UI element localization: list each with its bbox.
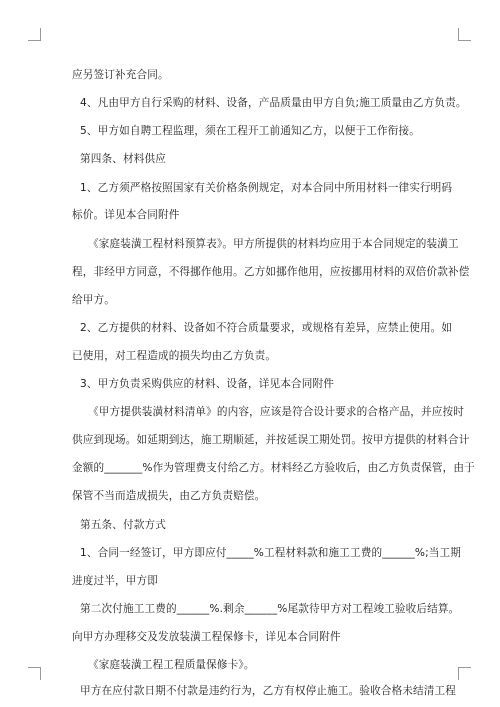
text-line: 第二次付施工工费的______%.剩余______%尾款待甲方对工程竣工验收后结算。 (80, 603, 460, 615)
section-heading: 第五条、付款方式 (80, 519, 166, 531)
section-heading: 第四条、材料供应 (80, 153, 166, 165)
text-line: 金额的_______%作为管理费支付给乙方。材料经乙方验收后，由乙方负责保管，由于 (72, 462, 475, 474)
text-line: 程，非经甲方同意，不得挪作他用。乙方如挪作他用，应按挪用材料的双倍价款补偿 (72, 266, 470, 278)
text-line: 1、合同一经签订，甲方即应付_____%工程材料款和施工工费的______%;当工期 (80, 547, 462, 559)
text-line: 应另签订补充合同。 (72, 69, 169, 81)
text-line: 给甲方。 (72, 294, 115, 306)
crop-mark-top-right (458, 28, 471, 41)
text-line: 1、乙方须严格按照国家有关价格条例规定，对本合同中所用材料一律实行明码 (80, 182, 453, 194)
text-line: 保管不当而造成损失，由乙方负责赔偿。 (72, 490, 266, 502)
crop-mark-bottom-left (28, 667, 41, 680)
text-line: 甲方在应付款日期不付款是违约行为，乙方有权停止施工。验收合格未结清工程 (80, 685, 457, 697)
text-line: 《甲方提供装潢材料清单》的内容，应该是符合设计要求的合格产品，并应按时 (88, 406, 465, 418)
text-line: 标价。详见本合同附件 (72, 209, 180, 221)
text-line: 5、甲方如自聘工程监理，须在工程开工前通知乙方，以便于工作衔接。 (80, 125, 420, 137)
text-line: 供应到现场。如延期到达，施工期顺延，并按延误工期处罚。按甲方提供的材料合计 (72, 434, 470, 446)
crop-mark-top-left (28, 28, 41, 41)
text-line: 向甲方办理移交及发放装潢工程保修卡，详见本合同附件 (72, 631, 341, 643)
text-line: 《家庭装潢工程材料预算表》。甲方所提供的材料均应用于本合同规定的装潢工 (88, 238, 459, 250)
text-line: 3、甲方负责采购供应的材料、设备，详见本合同附件 (80, 378, 334, 390)
text-line: 进度过半，甲方即 (72, 575, 158, 587)
text-line: 《家庭装潢工程工程质量保修卡》。 (88, 659, 255, 671)
crop-mark-bottom-right (458, 667, 471, 680)
text-line: 已使用，对工程造成的损失均由乙方负责。 (72, 350, 277, 362)
text-line: 2、乙方提供的材料、设备如不符合质量要求，或规格有差异，应禁止使用。如 (80, 322, 453, 334)
text-line: 4、凡由甲方自行采购的材料、设备，产品质量由甲方自负;施工质量由乙方负责。 (80, 97, 467, 109)
